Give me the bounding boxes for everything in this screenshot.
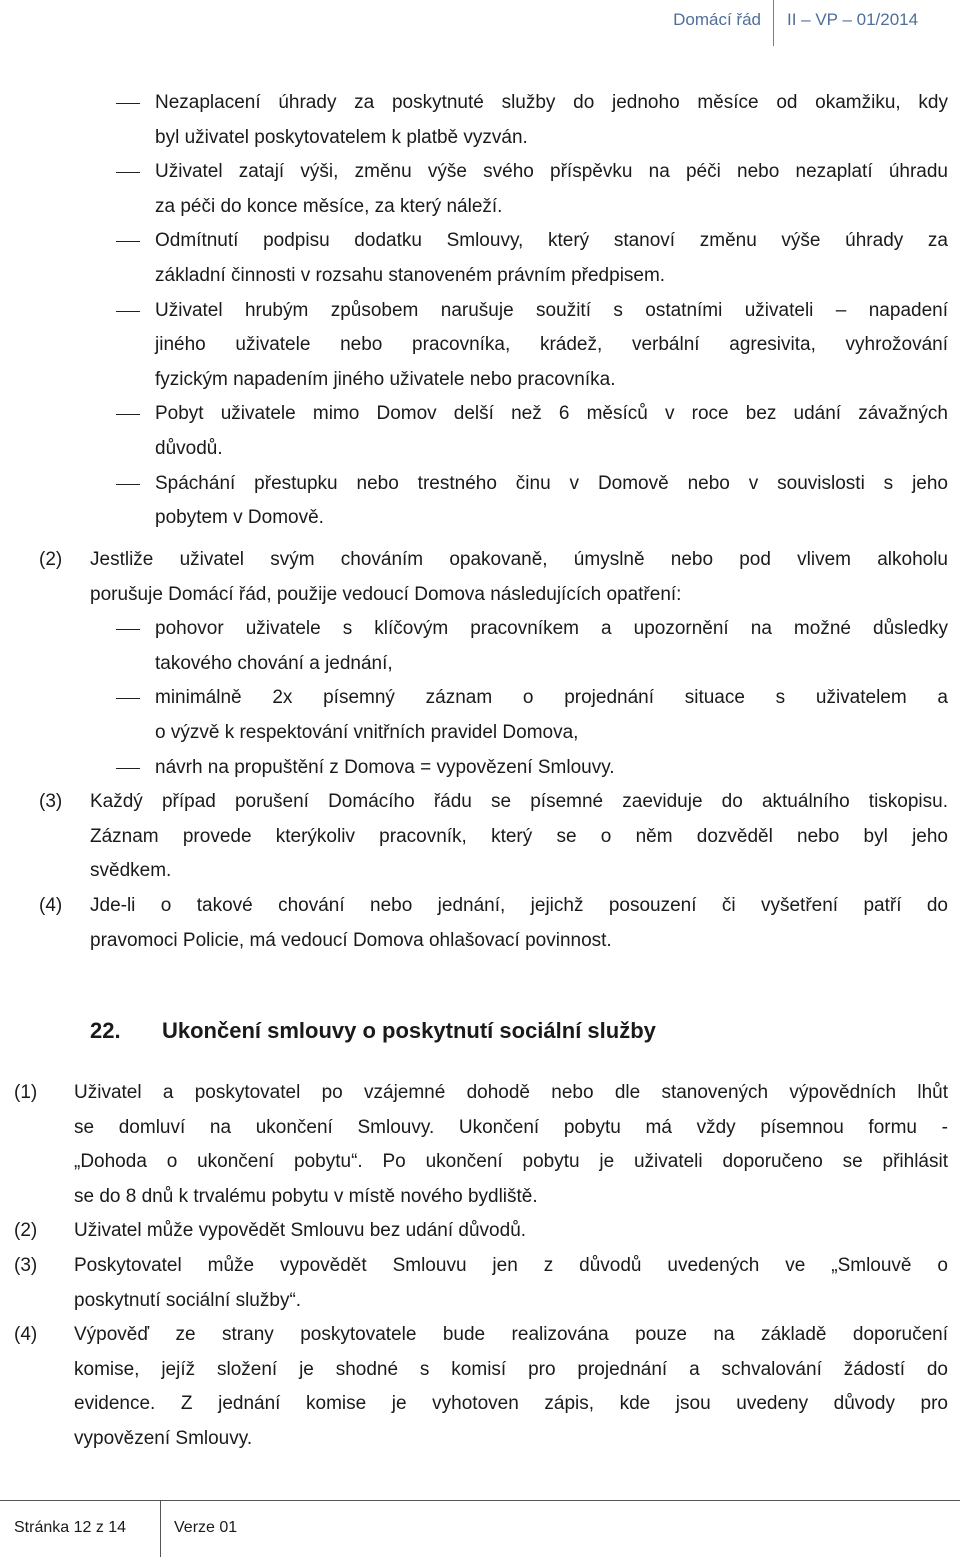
paragraph-number: (2) [39, 549, 63, 570]
bullet-text-line: důvodů. [155, 438, 223, 459]
paragraph-text-line: Jestliže uživatel svým chováním opakovaně, úmyslně nebo pod vlivem alkoholu [90, 549, 948, 570]
dash-bullet-icon [116, 484, 140, 485]
paragraph-text-line: „Dohoda o ukončení pobytu“. Po ukončení pobytu je uživateli doporučeno se přihlásit [74, 1151, 948, 1173]
bullet-text-line: základní činnosti v rozsahu stanoveném právním předpisem. [155, 265, 666, 286]
paragraph-text-line: poskytnutí sociální služby“. [74, 1289, 302, 1311]
bullet-text-line: Uživatel zatají výši, změnu výše svého příspěvku na péči nebo nezaplatí úhradu [155, 161, 948, 183]
bullet-text-line: Pobyt uživatele mimo Domov delší než 6 měsíců v roce bez udání závažných [155, 403, 948, 425]
paragraph-text-line: Jde-li o takové chování nebo jednání, jejichž posouzení či vyšetření patří do [90, 895, 948, 916]
header-divider [773, 0, 774, 46]
paragraph-text-line: Každý případ porušení Domácího řádu se písemné zaeviduje do aktuálního tiskopisu. [90, 791, 948, 813]
paragraph-text-line: Poskytovatel může vypovědět Smlouvu jen z důvodů uvedených ve „Smlouvě o [74, 1255, 948, 1276]
paragraph-number: (3) [14, 1255, 38, 1276]
bullet-text-line: minimálně 2x písemný záznam o projednání situace s uživatelem a [155, 687, 948, 709]
bullet-text-line: pobytem v Domově. [155, 507, 324, 529]
paragraph-text-line: pravomoci Policie, má vedoucí Domova ohlašovací povinnost. [90, 929, 612, 951]
paragraph-text-line: svědkem. [90, 860, 172, 882]
paragraph-text-line: se do 8 dnů k trvalému pobytu v místě nového bydliště. [74, 1185, 538, 1207]
paragraph-text-line: Uživatel a poskytovatel po vzájemné dohodě nebo dle stanovených výpovědních lhůt [74, 1082, 948, 1103]
bullet-text-line: fyzickým napadením jiného uživatele nebo pracovníka. [155, 368, 616, 390]
paragraph-text-line: komise, jejíž složení je shodné s komisí pro projednání a schvalování žádostí do [74, 1358, 948, 1380]
dash-bullet-icon [116, 698, 140, 699]
paragraph-text-line: se domluví na ukončení Smlouvy. Ukončení pobytu má vždy písemnou formu - [74, 1116, 948, 1138]
paragraph-text-line: Uživatel může vypovědět Smlouvu bez udání důvodů. [74, 1220, 527, 1242]
section-number: 22. [90, 1018, 121, 1043]
paragraph-number: (3) [39, 791, 63, 813]
bullet-text-line: návrh na propuštění z Domova = vypovězení Smlouvy. [155, 756, 615, 778]
bullet-text-line: Uživatel hrubým způsobem narušuje soužití s ostatními uživateli – napadení [155, 299, 948, 321]
bullet-text-line: Odmítnutí podpisu dodatku Smlouvy, který stanoví změnu výše úhrady za [155, 230, 948, 252]
version-label: Verze 01 [174, 1519, 238, 1536]
document-title: Domácí řád [673, 10, 761, 29]
paragraph-number: (4) [14, 1324, 38, 1346]
document-reference: II – VP – 01/2014 [787, 10, 919, 29]
bullet-text-line: byl uživatel poskytovatelem k platbě vyzván. [155, 126, 528, 148]
footer-separator [160, 1500, 161, 1557]
paragraph-text-line: Záznam provede kterýkoliv pracovník, který se o něm dozvěděl nebo byl jeho [90, 825, 948, 847]
dash-bullet-icon [116, 414, 140, 415]
page-header [0, 0, 960, 44]
dash-bullet-icon [116, 241, 140, 242]
dash-bullet-icon [116, 172, 140, 173]
bullet-text-line: takového chování a jednání, [155, 652, 393, 674]
dash-bullet-icon [116, 629, 140, 630]
paragraph-text-line: Výpověď ze strany poskytovatele bude realizována pouze na základě doporučení [74, 1324, 948, 1346]
bullet-text-line: o výzvě k respektování vnitřních pravidel Domova, [155, 722, 579, 743]
bullet-text-line: za péči do konce měsíce, za který náleží. [155, 195, 503, 217]
section-title: Ukončení smlouvy o poskytnutí sociální služby [162, 1018, 656, 1043]
paragraph-text-line: evidence. Z jednání komise je vyhotoven zápis, kde jsou uvedeny důvody pro [74, 1393, 948, 1415]
bullet-text-line: pohovor uživatele s klíčovým pracovníkem a upozornění na možné důsledky [155, 618, 948, 640]
dash-bullet-icon [116, 103, 140, 104]
bullet-text-line: Spáchání přestupku nebo trestného činu v Domově nebo v souvislosti s jeho [155, 472, 948, 494]
bullet-text-line: Nezaplacení úhrady za poskytnuté služby do jednoho měsíce od okamžiku, kdy [155, 92, 948, 113]
footer-divider [0, 1500, 960, 1501]
paragraph-number: (1) [14, 1082, 38, 1103]
bullet-text-line: jiného uživatele nebo pracovníka, krádež, verbální agresivita, vyhrožování [155, 334, 948, 356]
paragraph-number: (4) [39, 895, 63, 916]
dash-bullet-icon [116, 311, 140, 312]
paragraph-text-line: porušuje Domácí řád, použije vedoucí Domova následujících opatření: [90, 583, 682, 605]
paragraph-number: (2) [14, 1220, 38, 1242]
page-number: Stránka 12 z 14 [14, 1519, 127, 1536]
paragraph-text-line: vypovězení Smlouvy. [74, 1428, 253, 1449]
dash-bullet-icon [116, 768, 140, 769]
